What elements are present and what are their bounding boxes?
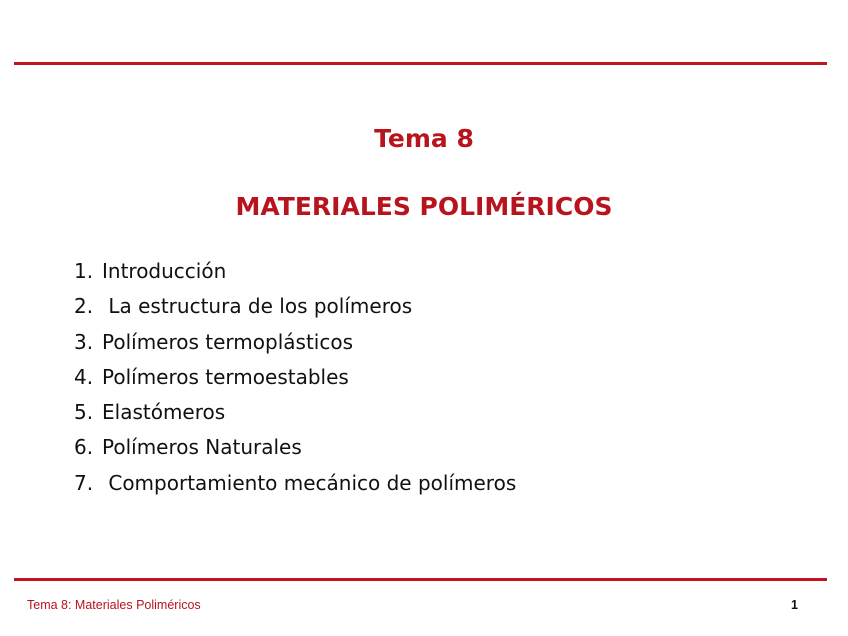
list-item: [74, 291, 516, 326]
list-item-number: 7.: [74, 470, 94, 495]
slide-subtitle: MATERIALES POLIMÉRICOS: [235, 192, 613, 221]
list-item-label: Comportamiento mecánico de polímeros: [102, 470, 517, 495]
list-item: [74, 397, 516, 432]
list-item-label: Polímeros Naturales: [102, 435, 302, 460]
list-item-label: La estructura de los polímeros: [102, 294, 413, 319]
list-item-label: Elastómeros: [102, 400, 226, 425]
list-item-number: 2.: [74, 294, 94, 319]
list-item: [74, 256, 516, 291]
list-item-number: 1.: [74, 259, 94, 283]
list-item: [74, 468, 516, 503]
list-item: [74, 327, 516, 362]
list-item-number: 5.: [74, 400, 94, 425]
slide-title: Tema 8: [374, 124, 474, 153]
list-item: [74, 432, 516, 467]
bottom-divider: [14, 578, 827, 581]
top-divider: [14, 62, 827, 65]
list-item: [74, 362, 516, 397]
list-item-number: 6.: [74, 435, 94, 460]
list-item-label: Introducción: [102, 259, 227, 283]
list-item-number: 4.: [74, 364, 94, 389]
table-of-contents: [74, 256, 516, 503]
footer-title: Tema 8: Materiales Poliméricos: [27, 598, 201, 612]
list-item-number: 3.: [74, 329, 94, 354]
page-number: 1: [791, 598, 798, 612]
list-item-label: Polímeros termoestables: [102, 364, 349, 389]
list-item-label: Polímeros termoplásticos: [102, 329, 353, 354]
